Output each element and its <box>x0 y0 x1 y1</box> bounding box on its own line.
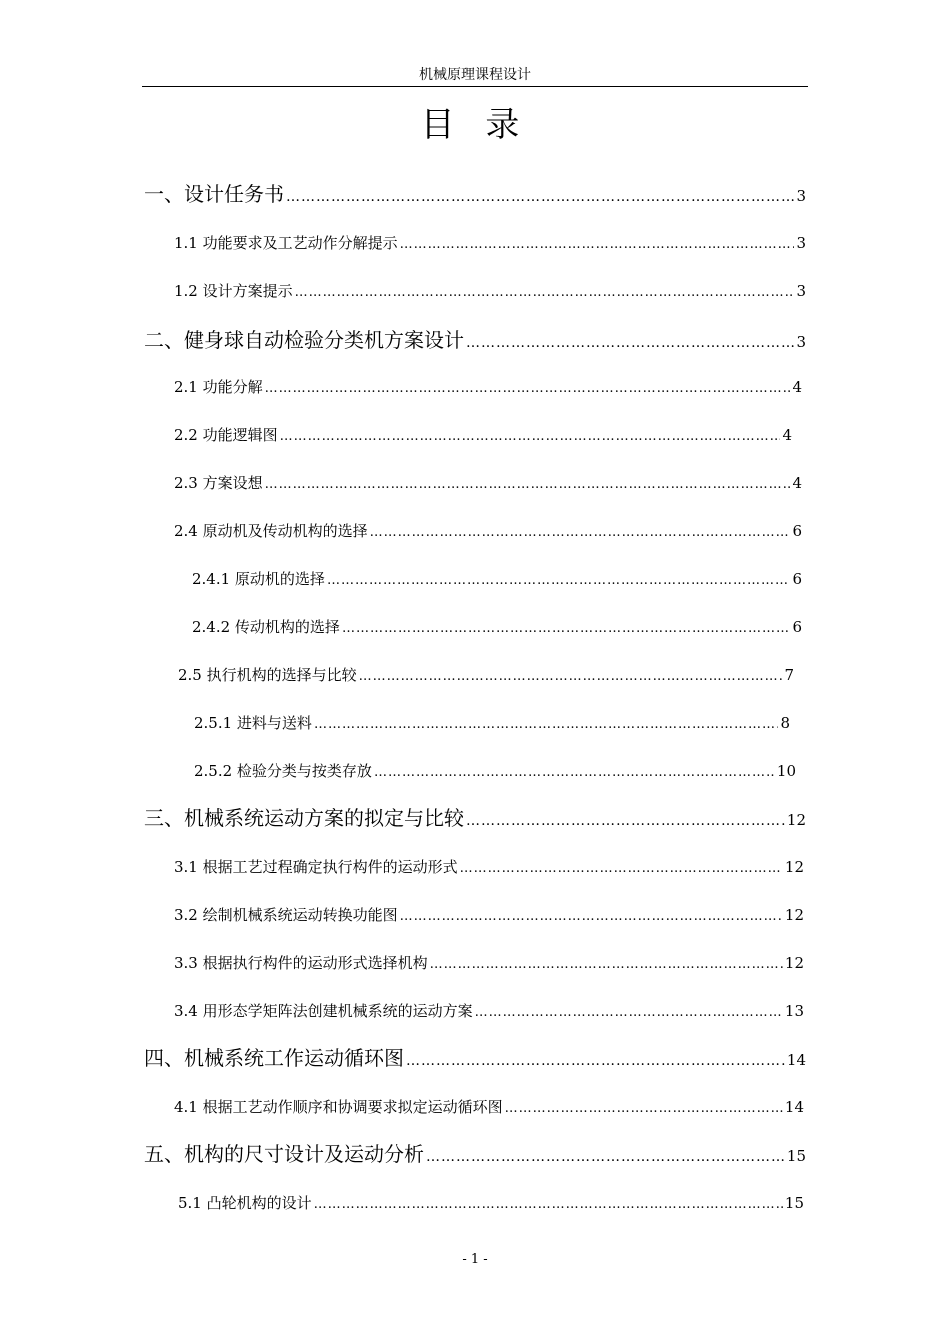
dot-leader <box>426 1149 785 1165</box>
toc-entry-page: 6 <box>792 618 802 636</box>
dot-leader <box>505 1101 783 1116</box>
dot-leader <box>342 621 791 636</box>
toc-entry-page: 13 <box>784 1002 804 1020</box>
toc-entry-page: 3 <box>796 187 806 205</box>
toc-entry-1-1[interactable] <box>174 232 806 253</box>
page-number: - 1 - <box>462 1252 488 1267</box>
toc-entry-2-4-1[interactable] <box>192 568 802 589</box>
toc-entry-5[interactable] <box>144 1138 806 1167</box>
toc-entry-2-5[interactable] <box>178 664 794 685</box>
toc-entry-label: 五、机构的尺寸设计及运动分析 <box>144 1142 424 1166</box>
toc-entry-label: 5.1 凸轮机构的设计 <box>178 1194 312 1212</box>
toc-entry-label: 2.5 执行机构的选择与比较 <box>178 666 357 684</box>
toc-entry-2-5-1[interactable] <box>194 712 790 733</box>
toc-entry-4[interactable] <box>144 1042 806 1071</box>
toc-entry-page: 4 <box>792 474 802 492</box>
toc-entry-label: 2.5.2 检验分类与按类存放 <box>194 762 372 780</box>
dot-leader <box>295 285 795 300</box>
toc-entry-label: 三、机械系统运动方案的拟定与比较 <box>144 806 464 830</box>
toc-entry-label: 2.2 功能逻辑图 <box>174 426 278 444</box>
toc-entry-label: 3.2 绘制机械系统运动转换功能图 <box>174 906 398 924</box>
toc-entry-page: 12 <box>784 954 804 972</box>
dot-leader <box>280 429 781 444</box>
dot-leader <box>370 525 791 540</box>
dot-leader <box>400 237 795 252</box>
toc-entry-page: 3 <box>796 333 806 351</box>
dot-leader <box>374 765 775 780</box>
toc-entry-label: 2.4.1 原动机的选择 <box>192 570 325 588</box>
dot-leader <box>327 573 791 588</box>
toc-entry-label: 2.5.1 进料与送料 <box>194 714 312 732</box>
toc-entry-page: 8 <box>780 714 790 732</box>
toc-entry-page: 4 <box>792 378 802 396</box>
dot-leader <box>286 189 794 205</box>
toc-entry-label: 四、机械系统工作运动循环图 <box>144 1046 404 1070</box>
toc-entry-1-2[interactable] <box>174 280 806 301</box>
toc-entry-label: 一、设计任务书 <box>144 182 284 206</box>
toc-entry-page: 12 <box>786 811 806 829</box>
dot-leader <box>466 813 785 829</box>
toc-entry-page: 10 <box>776 762 796 780</box>
toc-entry-2-3[interactable] <box>174 472 802 493</box>
toc-entry-page: 3 <box>796 282 806 300</box>
toc-entry-page: 6 <box>792 570 802 588</box>
toc-entry-page: 7 <box>784 666 794 684</box>
toc-entry-page: 12 <box>784 858 804 876</box>
dot-leader <box>314 717 779 732</box>
toc-entry-page: 15 <box>784 1194 804 1212</box>
toc-entry-5-1[interactable] <box>178 1192 804 1213</box>
toc-entry-2-4-2[interactable] <box>192 616 802 637</box>
dot-leader <box>314 1197 783 1212</box>
dot-leader <box>406 1053 785 1069</box>
dot-leader <box>430 957 783 972</box>
toc-entry-label: 1.2 设计方案提示 <box>174 282 293 300</box>
toc-entry-page: 15 <box>786 1147 806 1165</box>
toc-entry-page: 14 <box>786 1051 806 1069</box>
toc-entry-3[interactable] <box>144 802 806 831</box>
toc-entry-page: 14 <box>784 1098 804 1116</box>
toc-entry-2-5-2[interactable] <box>194 760 796 781</box>
toc-entry-2-4[interactable] <box>174 520 802 541</box>
toc-entry-3-3[interactable] <box>174 952 804 973</box>
toc-entry-label: 二、健身球自动检验分类机方案设计 <box>144 328 464 352</box>
toc-entry-label: 2.3 方案设想 <box>174 474 263 492</box>
running-header: 机械原理课程设计 <box>419 67 531 83</box>
toc-entry-label: 3.4 用形态学矩阵法创建机械系统的运动方案 <box>174 1002 473 1020</box>
toc-title: 目 录 <box>420 105 530 145</box>
toc-entry-3-4[interactable] <box>174 1000 804 1021</box>
toc-entry-label: 3.1 根据工艺过程确定执行构件的运动形式 <box>174 858 458 876</box>
dot-leader <box>265 477 791 492</box>
toc-entry-2-1[interactable] <box>174 376 802 397</box>
toc-entry-2-2[interactable] <box>174 424 792 445</box>
toc-entry-label: 1.1 功能要求及工艺动作分解提示 <box>174 234 398 252</box>
toc-entry-label: 3.3 根据执行构件的运动形式选择机构 <box>174 954 428 972</box>
toc-entry-page: 12 <box>784 906 804 924</box>
toc-entry-label: 4.1 根据工艺动作顺序和协调要求拟定运动循环图 <box>174 1098 503 1116</box>
toc-entry-label: 2.4.2 传动机构的选择 <box>192 618 340 636</box>
toc-entry-page: 4 <box>782 426 792 444</box>
toc-entry-label: 2.4 原动机及传动机构的选择 <box>174 522 368 540</box>
toc-entry-page: 6 <box>792 522 802 540</box>
dot-leader <box>359 669 783 684</box>
dot-leader <box>475 1005 783 1020</box>
dot-leader <box>466 335 794 351</box>
dot-leader <box>265 381 791 396</box>
toc-entry-4-1[interactable] <box>174 1096 804 1117</box>
toc-entry-label: 2.1 功能分解 <box>174 378 263 396</box>
toc-entry-page: 3 <box>796 234 806 252</box>
toc-entry-3-2[interactable] <box>174 904 804 925</box>
dot-leader <box>460 861 783 876</box>
toc-entry-1[interactable] <box>144 178 806 207</box>
toc-entry-2[interactable] <box>144 324 806 353</box>
toc-entry-3-1[interactable] <box>174 856 804 877</box>
dot-leader <box>400 909 783 924</box>
